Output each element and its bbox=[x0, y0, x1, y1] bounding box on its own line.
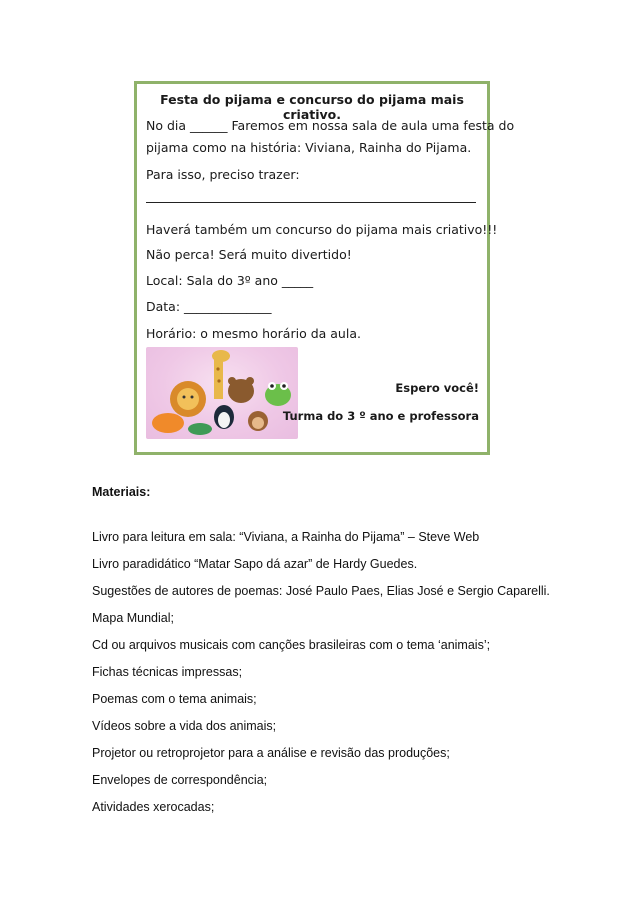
closing-greeting: Espero você! bbox=[395, 381, 479, 395]
invitation-line-place: Local: Sala do 3º ano _____ bbox=[146, 273, 314, 288]
invitation-line-bring: Para isso, preciso trazer: bbox=[146, 167, 300, 182]
invitation-line-date: No dia ______ Faremos em nossa sala de aula uma festa do bbox=[146, 118, 515, 133]
materials-item: Vídeos sobre a vida dos animais; bbox=[92, 719, 277, 733]
materials-item: Livro para leitura em sala: “Viviana, a Rainha do Pijama” – Steve Web bbox=[92, 530, 480, 544]
materials-item: Projetor ou retroprojetor para a análise e revisão das produções; bbox=[92, 746, 450, 760]
invitation-title: Festa do pijama e concurso do pijama mais criativo. bbox=[160, 92, 464, 122]
materials-item: Sugestões de autores de poemas: José Paulo Paes, Elias José e Sergio Caparelli. bbox=[92, 584, 550, 598]
materials-item: Fichas técnicas impressas; bbox=[92, 665, 243, 679]
invitation-line-date-field: Data: ______________ bbox=[146, 299, 272, 314]
blank-writing-line bbox=[146, 202, 476, 203]
materials-item: Poemas com o tema animais; bbox=[92, 692, 257, 706]
animals-drawing bbox=[146, 347, 298, 439]
materials-item: Cd ou arquivos musicais com canções brasileiras com o tema ‘animais’; bbox=[92, 638, 491, 652]
invitation-line-fun: Não perca! Será muito divertido! bbox=[146, 247, 352, 262]
animals-illustration bbox=[146, 347, 298, 439]
invitation-line-story: pijama como na história: Viviana, Rainha do Pijama. bbox=[146, 140, 472, 155]
materials-item: Envelopes de correspondência; bbox=[92, 773, 268, 787]
invitation-line-contest: Haverá também um concurso do pijama mais criativo!!! bbox=[146, 222, 498, 237]
materials-item: Mapa Mundial; bbox=[92, 611, 174, 625]
materials-item: Atividades xerocadas; bbox=[92, 800, 215, 814]
invitation-card bbox=[134, 81, 515, 455]
invitation-line-time: Horário: o mesmo horário da aula. bbox=[146, 326, 361, 341]
materials-heading: Materiais: bbox=[92, 485, 151, 499]
materials-item: Livro paradidático “Matar Sapo dá azar” de Hardy Guedes. bbox=[92, 557, 418, 571]
closing-signature: Turma do 3 º ano e professora bbox=[282, 409, 479, 423]
